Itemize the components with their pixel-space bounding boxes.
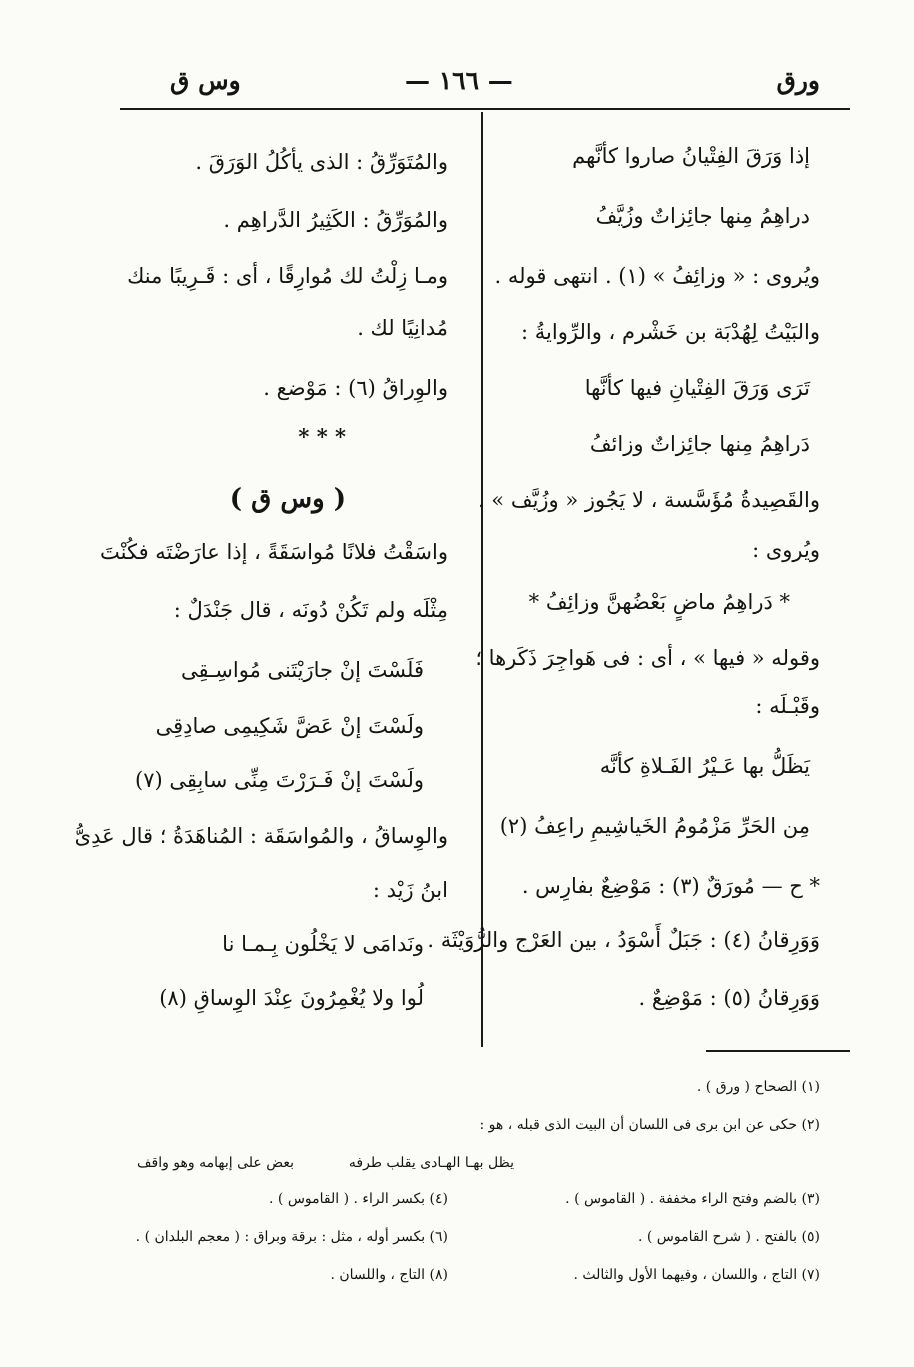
footnote-2-verse-a: يظل بهـا الهـادى يقلب طرفه xyxy=(348,1155,514,1171)
footnote-6: (٦) بكسر أوله ، مثل : برقة وبراق : ( معجم البلدان ) . xyxy=(135,1229,448,1245)
text-line: وَوَرِقانُ (٤) : جَبَلٌ أَسْوَدُ ، بين العَرْج والرُّوَيْثَة . xyxy=(427,928,820,952)
text-line: وقَبْـلَه : xyxy=(755,694,820,718)
text-line: مُدانِيًا لك . xyxy=(357,316,448,340)
footnote-4: (٤) بكسر الراء . ( القاموس ) . xyxy=(269,1191,448,1207)
text-line: ونَدامَى لا يَخْلُون بِـمـا نا xyxy=(222,932,424,956)
footnote-3: (٣) بالضم وفتح الراء مخففة . ( القاموس ) . xyxy=(565,1191,820,1207)
footnote-8: (٨) التاج ، واللسان . xyxy=(330,1267,448,1283)
text-line: دراهِمُ مِنها جائِزاتٌ وزُيَّفُ xyxy=(595,204,810,228)
text-line: فَلَسْتَ إنْ جارَيْتَنى مُواسِـقِى xyxy=(181,658,424,682)
column-divider xyxy=(481,112,483,1047)
text-line: مِثْلَه ولم تَكُنْ دُونَه ، قال جَنْدَلٌ : xyxy=(173,598,448,622)
text-line: والوِراقُ (٦) : مَوْضع . xyxy=(263,376,448,400)
footnote-2-verse-b: بعض على إبهامه وهو واقف xyxy=(137,1155,294,1171)
text-line: واسَقْتُ فلانًا مُواسَقَةً ، إذا عارَضْتَه فكُنْتَ xyxy=(100,540,448,564)
text-line: والقَصِيدةُ مُؤَسَّسة ، لا يَجُوز « وزُيَّف » . xyxy=(477,488,820,512)
text-line: وَوَرِقانُ (٥) : مَوْضِعٌ . xyxy=(638,986,820,1010)
text-line: إذا وَرَقَ الفِتْيانُ صاروا كأنَّهم xyxy=(572,144,810,168)
text-line: * ح — مُورَقٌ (٣) : مَوْضِعٌ بفارِس . xyxy=(521,874,820,898)
text-line: ويُروى : xyxy=(752,538,820,562)
text-line: تَرَى وَرَقَ الفِتْيانِ فيها كأنَّها xyxy=(584,376,810,400)
page-header-right-root: ورق xyxy=(776,66,820,95)
footnote-7: (٧) التاج ، واللسان ، وفيهما الأول والثالث . xyxy=(573,1267,820,1283)
page-number: — ١٦٦ — xyxy=(405,66,513,95)
text-line: والمُتَوَرِّقُ : الذى يأكُلُ الوَرَقَ . xyxy=(195,150,448,174)
entry-heading: ( وس ق ) xyxy=(229,484,346,514)
text-line: يَظَلُّ بها عَـيْرُ الفَـلاةِ كأنَّه xyxy=(599,754,810,778)
text-line: ولَسْتَ إنْ عَضَّ شَكِيمِى صادِقِى xyxy=(155,714,424,738)
text-line: لُوا ولا يُغْمِرُونَ عِنْدَ الوِساقِ (٨) xyxy=(159,986,424,1010)
text-line: ويُروى : « وزائِفُ » (١) . انتهى قوله . xyxy=(494,264,820,288)
text-line: ولَسْتَ إنْ فَـرَرْتَ مِنِّى سابِقِى (٧) xyxy=(135,768,424,792)
text-line: ابنُ زَيْد : xyxy=(372,878,448,902)
footnote-rule xyxy=(706,1050,850,1052)
footnote-5: (٥) بالفتح . ( شرح القاموس ) . xyxy=(637,1229,820,1245)
text-line: وقوله « فيها » ، أى : فى هَواجِرَ ذَكَرها ؛ xyxy=(475,646,820,670)
text-line: * دَراهِمُ ماضٍ بَعْضُهنَّ وزائِفُ * xyxy=(528,590,790,614)
section-divider-asterisks: * * * xyxy=(298,424,346,449)
footnote-1: (١) الصحاح ( ورق ) . xyxy=(696,1079,820,1095)
text-line: دَراهِمُ مِنها جائِزاتٌ وزائفُ xyxy=(589,432,810,456)
text-line: مِن الحَرِّ مَزْمُومُ الخَياشِيمِ راعِفُ (٢) xyxy=(499,814,810,838)
text-line: والمُوَرِّقُ : الكَثِيرُ الدَّراهِم . xyxy=(223,208,448,232)
page-header-left-root: وس ق xyxy=(170,66,241,95)
header-rule xyxy=(120,108,850,110)
text-line: ومـا زِلْتُ لك مُوارِقًا ، أى : قَـرِيبًا منك xyxy=(127,264,448,288)
text-line: والوِساقُ ، والمُواسَقَة : المُناهَدَةُ ؛ قال عَدِىُّ xyxy=(74,824,448,848)
text-line: والبَيْتُ لِهُدْبَة بن خَشْرم ، والرِّوايةُ : xyxy=(521,320,820,344)
footnote-2: (٢) حكى عن ابن برى فى اللسان أن البيت الذى قبله ، هو : xyxy=(479,1117,820,1133)
